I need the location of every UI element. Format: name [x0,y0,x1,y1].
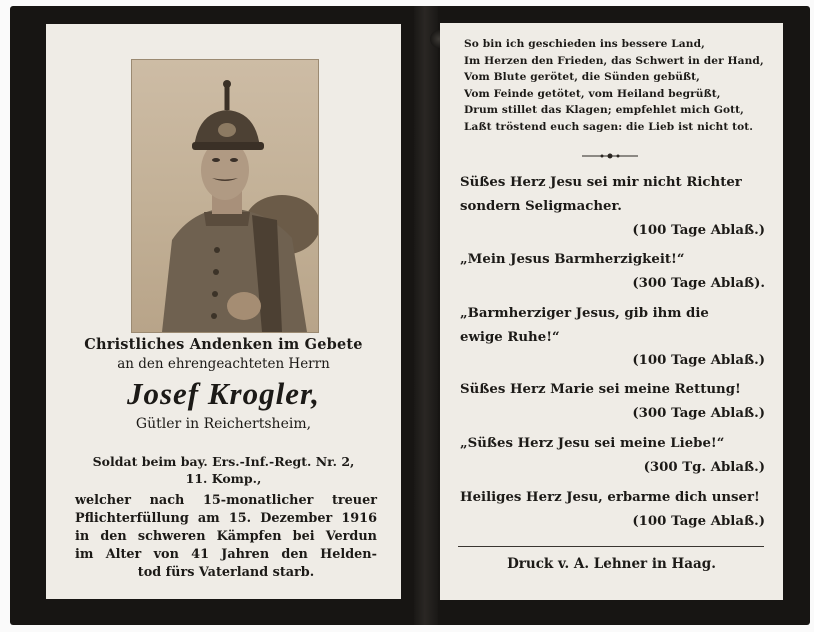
prayer-line: ewige Ruhe!“ [460,330,560,345]
dedication-subheading: an den ehrengeachteten Herrn [117,356,330,372]
prayer-line: sondern Seligmacher. [460,199,622,214]
military-unit: Soldat beim bay. Ers.-Inf.-Regt. Nr. 2, [92,454,355,469]
military-company: 11. Komp., [185,471,262,486]
prayer-line: Süßes Herz Jesu sei mir nicht Richter [460,175,742,190]
poem-line: Laßt tröstend euch sagen: die Lieb ist nicht tot. [464,120,754,133]
indulgence-note: (300 Tg. Ablaß.) [643,460,765,475]
prayer-line: Heiliges Herz Jesu, erbarme dich unser! [460,490,760,505]
card-fold [414,6,438,625]
dedication-heading: Christliches Andenken im Gebete [84,336,363,353]
indulgence-note: (100 Tage Ablaß.) [632,223,765,238]
deceased-occupation: Gütler in Reichertsheim, [135,416,312,432]
right-panel [440,23,783,600]
indulgence-note: (100 Tage Ablaß.) [632,514,765,529]
soldier-portrait-image [132,60,318,332]
left-panel [46,24,401,599]
memorial-poem [464,36,764,136]
deceased-name: Josef Krogler, [126,376,321,411]
printer-credit: Druck v. A. Lehner in Haag. [507,556,716,572]
paragraph-line: im Alter von 41 Jahren den Helden- [75,547,377,562]
soldier-photo [132,60,318,332]
poem-line: Vom Feinde getötet, vom Heiland begrüßt, [464,87,721,100]
divider-rule [458,546,764,547]
poem-line: Vom Blute gerötet, die Sünden gebüßt, [464,71,700,84]
poem-line: So bin ich geschieden ins bessere Land, [464,38,705,50]
prayer-line: „Süßes Herz Jesu sei meine Liebe!“ [460,436,725,451]
indulgence-note: (300 Tage Ablaß.) [632,406,765,421]
indulgence-note: (300 Tage Ablaß). [632,276,765,291]
ornament-divider-icon [580,151,640,161]
poem-line: Drum stillet das Klagen; empfehlet mich Gott, [464,104,744,117]
death-notice-paragraph [75,492,377,582]
paragraph-line: in den schweren Kämpfen bei Verdun [75,529,377,544]
paragraph-line: tod fürs Vaterland starb. [137,565,315,580]
prayer-line: „Mein Jesus Barmherzigkeit!“ [460,252,685,267]
indulgence-note: (100 Tage Ablaß.) [632,353,765,368]
prayer-line: „Barmherziger Jesus, gib ihm die [460,306,709,321]
memorial-card [10,6,810,625]
paragraph-line: welcher nach 15-monatlicher treuer [75,493,377,508]
prayer-line: Süßes Herz Marie sei meine Rettung! [460,382,741,397]
paragraph-line: Pflichterfüllung am 15. Dezember 1916 [75,511,377,526]
poem-line: Im Herzen den Frieden, das Schwert in der Hand, [464,54,764,67]
